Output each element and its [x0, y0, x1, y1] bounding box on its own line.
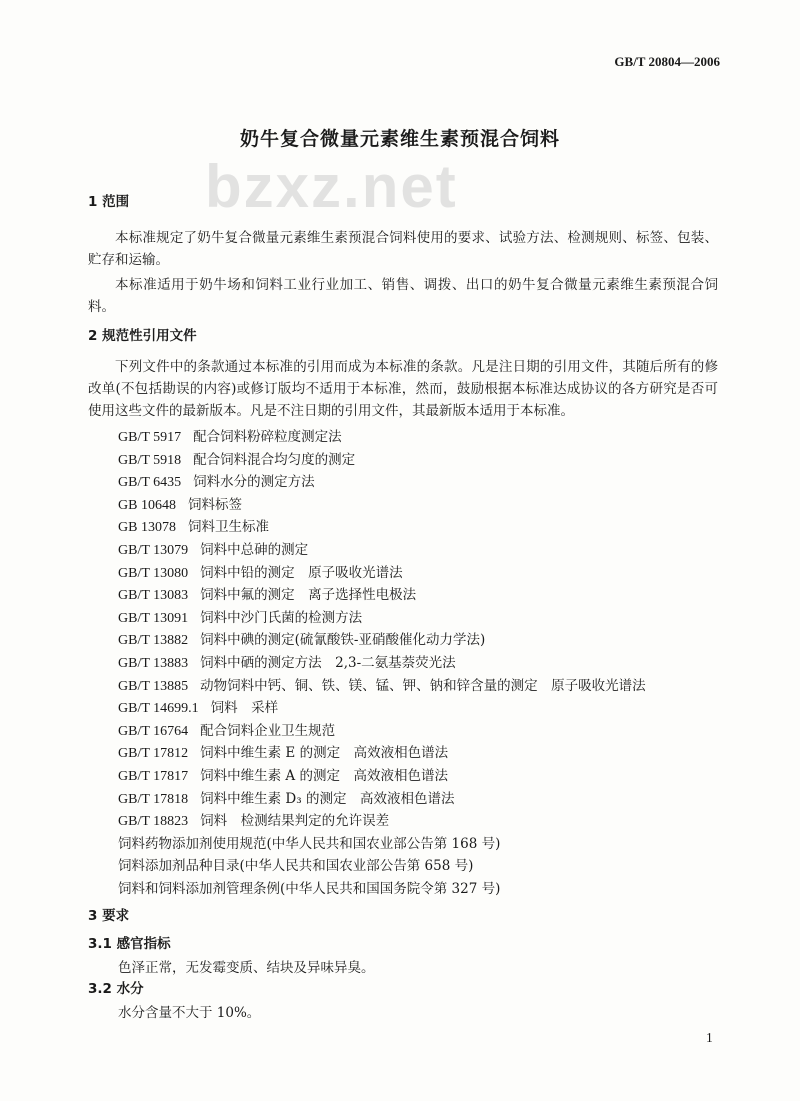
- reference-item: [118, 471, 315, 494]
- reference-title: 配合饲料企业卫生规范: [200, 722, 336, 739]
- reference-item: [118, 494, 242, 517]
- reference-item: [118, 652, 456, 675]
- reference-code: GB/T 5917: [118, 430, 182, 445]
- reference-item: [118, 584, 416, 607]
- section-3-heading: 3 要求: [88, 908, 130, 924]
- reference-title: 饲料中总砷的测定: [200, 542, 309, 558]
- reference-code: GB/T 17812: [118, 746, 189, 762]
- reference-title: 动物饲料中钙、铜、铁、镁、锰、钾、钠和锌含量的测定 原子吸收光谱法: [200, 677, 646, 694]
- reference-code: GB 10648: [118, 497, 176, 513]
- reference-code: GB/T 18823: [118, 814, 189, 830]
- reference-title: 配合饲料粉碎粒度测定法: [193, 429, 342, 445]
- reference-code: GB/T 13091: [118, 610, 189, 626]
- reference-item: [118, 629, 485, 652]
- reference-item: [118, 562, 403, 585]
- reference-title: 饲料中沙门氏菌的检测方法: [200, 609, 363, 626]
- reference-title: 饲料 采样: [210, 700, 279, 717]
- reference-code: GB/T 13883: [118, 656, 189, 671]
- reference-title: 饲料中维生素 A 的测定 高效液相色谱法: [200, 768, 448, 784]
- reference-title: 饲料药物添加剂使用规范(中华人民共和国农业部公告第 168 号): [118, 835, 501, 852]
- reference-title: 饲料标签: [187, 496, 242, 513]
- reference-item: [118, 742, 448, 765]
- reference-item: [118, 697, 278, 720]
- section-1-paragraph-2: 本标准适用于奶牛场和饲料工业行业加工、销售、调拨、出口的奶牛复合微量元素维生素预混合饲料。: [88, 277, 718, 315]
- reference-title: 饲料中维生素 E 的测定 高效液相色谱法: [200, 745, 449, 762]
- reference-code: GB/T 16764: [118, 723, 189, 739]
- reference-code: GB 13078: [118, 520, 176, 536]
- section-3-1-text: 色泽正常，无发霉变质、结块及异味异臭。: [118, 960, 375, 976]
- reference-title: 饲料和饲料添加剂管理条例(中华人民共和国国务院令第 327 号): [118, 881, 501, 897]
- reference-item: [118, 426, 342, 449]
- reference-item: [118, 833, 500, 855]
- reference-code: GB/T 17818: [118, 791, 189, 807]
- reference-code: GB/T 13885: [118, 678, 189, 694]
- reference-title: 饲料水分的测定方法: [193, 474, 315, 491]
- reference-item: [118, 539, 308, 562]
- reference-title: 饲料中硒的测定方法 2,3-二氨基萘荧光法: [200, 655, 456, 671]
- section-2-heading: 2 规范性引用文件: [88, 328, 197, 344]
- section-1-paragraph-1: 本标准规定了奶牛复合微量元素维生素预混合饲料使用的要求、试验方法、检测规则、标签、包装、贮存和运输。: [88, 230, 718, 268]
- reference-title: 饲料中氟的测定 离子选择性电极法: [200, 587, 417, 604]
- reference-item: [118, 810, 389, 833]
- reference-code: GB/T 13882: [118, 633, 189, 649]
- reference-code: GB/T 14699.1: [118, 701, 199, 717]
- reference-code: GB/T 17817: [118, 769, 189, 784]
- reference-item: [118, 720, 335, 743]
- reference-code: GB/T 13083: [118, 588, 189, 604]
- reference-item: [118, 765, 448, 788]
- watermark: bzxz.net: [205, 153, 458, 220]
- section-3-2-heading: 3.2 水分: [88, 981, 144, 997]
- reference-code: GB/T 6435: [118, 475, 182, 491]
- reference-title: 饲料卫生标准: [187, 519, 269, 536]
- page-number: 1: [706, 1030, 713, 1045]
- reference-item: [118, 788, 454, 811]
- reference-title: 饲料中碘的测定(硫氰酸铁-亚硝酸催化动力学法): [200, 632, 486, 649]
- reference-title: 饲料中铅的测定 原子吸收光谱法: [200, 564, 403, 581]
- reference-item: [118, 878, 500, 900]
- document-title: 奶牛复合微量元素维生素预混合饲料: [239, 128, 560, 150]
- reference-code: GB/T 13080: [118, 565, 189, 581]
- section-2-paragraph: 下列文件中的条款通过本标准的引用而成为本标准的条款。凡是注日期的引用文件，其随后所有的修改单(不包括勘误的内容)或修订版均不适用于本标准，然而，鼓励根据本标准达成协议的各方研究是否可使用这些文件的最新版本。凡是不注日期的引用文件，其最新版本适用于本标准。: [88, 359, 718, 419]
- reference-title: 饲料 检测结果判定的允许误差: [200, 813, 390, 830]
- reference-title: 饲料添加剂品种目录(中华人民共和国农业部公告第 658 号): [118, 858, 474, 875]
- section-3-1-heading: 3.1 感官指标: [88, 936, 171, 952]
- reference-item: [118, 607, 362, 630]
- reference-item: [118, 449, 355, 472]
- reference-item: [118, 855, 473, 877]
- section-3-2-text: 水分含量不大于 10%。: [118, 1005, 261, 1021]
- section-1-heading: 1 范围: [88, 194, 130, 210]
- reference-item: [118, 675, 646, 698]
- reference-item: [118, 516, 269, 539]
- reference-title: 配合饲料混合均匀度的测定: [193, 451, 356, 468]
- reference-code: GB/T 13079: [118, 543, 189, 558]
- reference-code: GB/T 5918: [118, 452, 182, 468]
- reference-title: 饲料中维生素 D₃ 的测定 高效液相色谱法: [200, 790, 455, 807]
- standard-code: GB/T 20804—2006: [614, 54, 720, 69]
